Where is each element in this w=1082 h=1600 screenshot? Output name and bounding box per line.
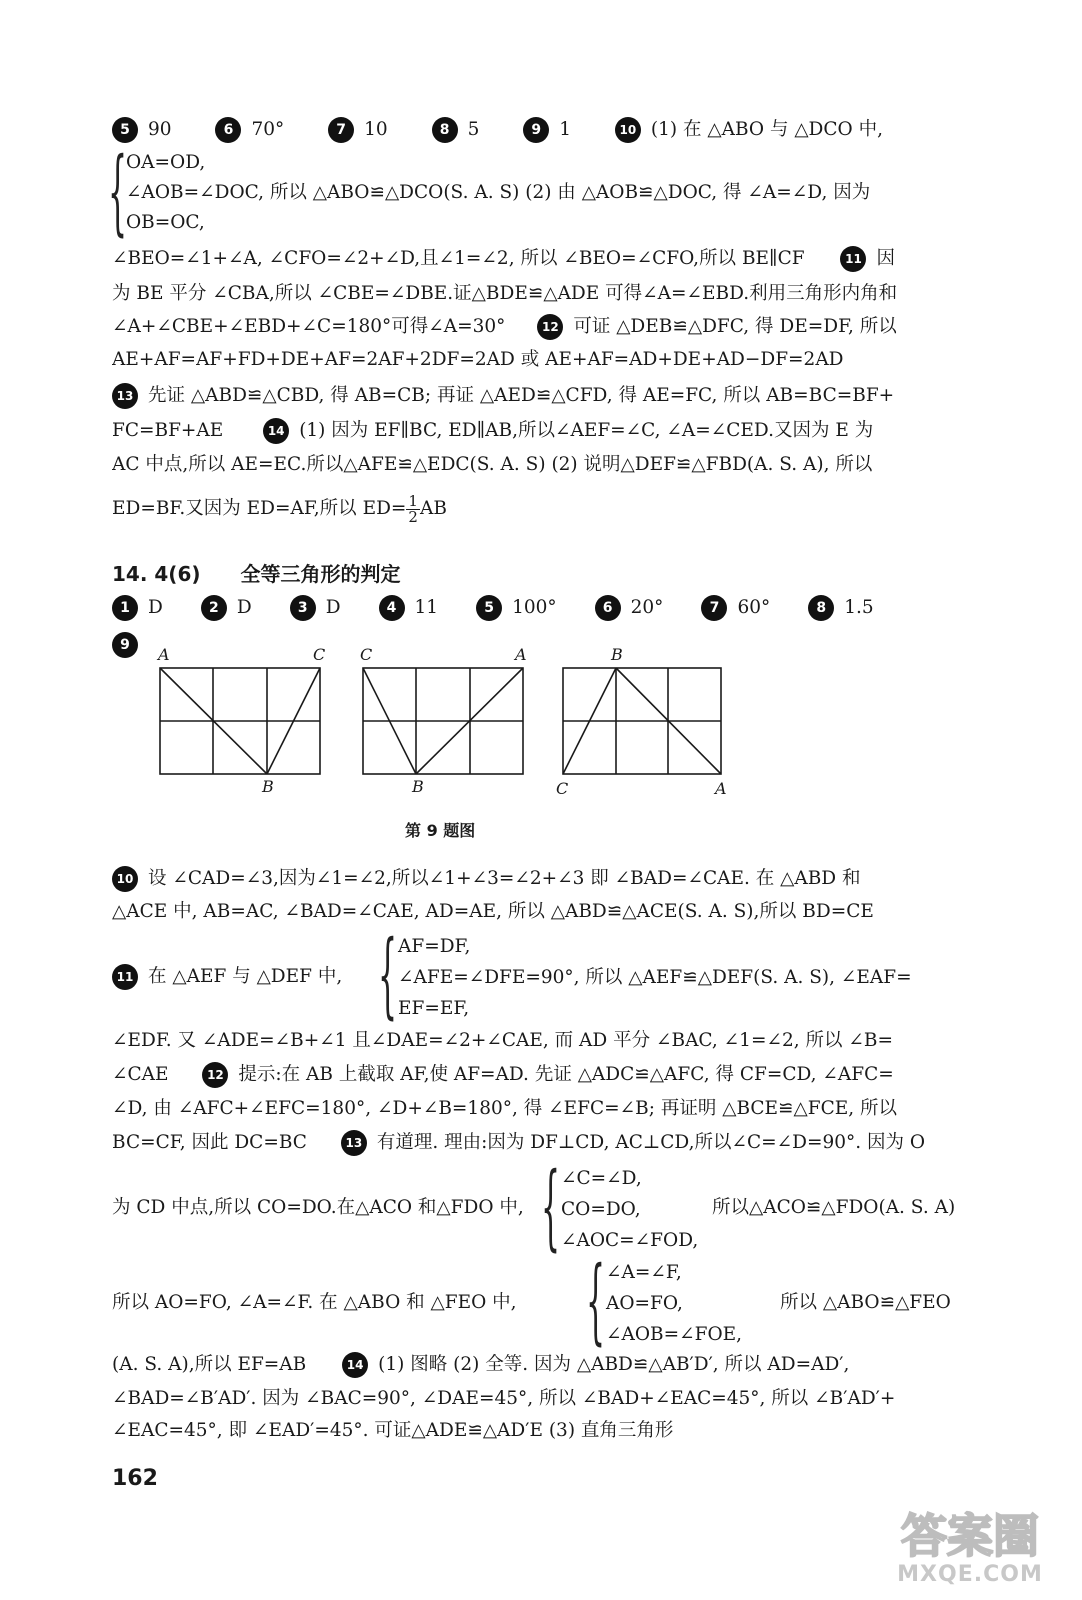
answer-text: ∠D, 由 ∠AFC+∠EFC=180°, ∠D+∠B=180°, 得 ∠EFC=∠B; 再证明 △BCE≌△FCE, 所以: [112, 1098, 898, 1119]
answer-line: [780, 1290, 980, 1316]
left-brace: {: [541, 1155, 561, 1264]
answer-text: D: [236, 597, 252, 618]
answer-line: [112, 246, 982, 272]
question-number: 14: [342, 1352, 368, 1378]
question-number: 12: [537, 314, 563, 340]
answer-line: [112, 1062, 982, 1088]
vertex-label: A: [515, 645, 527, 664]
vertex-label: C: [556, 779, 569, 798]
question-number: 4: [379, 595, 405, 621]
answer-line: [112, 866, 982, 892]
question-number: 14: [263, 418, 289, 444]
left-brace: {: [378, 923, 398, 1032]
section-number: 14. 4(6): [112, 562, 201, 586]
question-number: 1: [112, 595, 138, 621]
answer-text: 为 BE 平分 ∠CBA,所以 ∠CBE=∠DBE.证△BDE≌△ADE 可得∠A=∠EBD.利用三角形内角和: [112, 283, 898, 304]
question-number: 7: [701, 595, 727, 621]
answer-line: [112, 314, 982, 340]
answer-line: [112, 117, 982, 143]
condition-line: OA=OD,: [126, 152, 206, 173]
vertex-label: C: [360, 645, 373, 664]
answer-line: [112, 1028, 982, 1054]
answer-text: D: [325, 597, 341, 618]
answer-text: 11: [414, 597, 439, 618]
condition-line: ∠AFE=∠DFE=90°, 所以 △AEF≌△DEF(S. A. S), ∠EAF=: [398, 967, 912, 988]
vertex-label: A: [158, 645, 170, 664]
answer-text: 为 CD 中点,所以 CO=DO.在△ACO 和△FDO 中,: [112, 1197, 524, 1218]
condition-line: AF=DF,: [398, 936, 471, 957]
answer-text: (A. S. A),所以 EF=AB: [112, 1354, 307, 1375]
question-number: 8: [808, 595, 834, 621]
watermark-logo: [870, 1500, 1070, 1564]
vertex-label: B: [412, 777, 424, 796]
answer-text: △ACE 中, AB=AC, ∠BAD=∠CAE, AD=AE, 所以 △ABD≌△ACE(S. A. S),所以 BD=CE: [112, 901, 874, 922]
question-number: 9: [112, 632, 138, 658]
condition-line: AO=FO,: [606, 1293, 683, 1314]
page-number: 162: [112, 1466, 158, 1491]
condition-line: ∠C=∠D,: [561, 1168, 642, 1189]
answer-text: (1) 因为 EF∥BC, ED∥AB,所以∠AEF=∠C, ∠A=∠CED.又因为 E 为: [299, 420, 874, 441]
answer-text: 1.5: [844, 597, 874, 618]
answer-text: ∠EDF. 又 ∠ADE=∠B+∠1 且∠DAE=∠2+∠CAE, 而 AD 平分 ∠BAC, ∠1=∠2, 所以 ∠B=: [112, 1030, 893, 1051]
answer-text: AC 中点,所以 AE=EC.所以△AFE≌△EDC(S. A. S) (2) 说明△DEF≌△FBD(A. S. A), 所以: [112, 454, 873, 475]
watermark: [870, 1500, 1070, 1595]
answer-line: [112, 1096, 982, 1122]
watermark-logo-text: 答案圈: [901, 1509, 1039, 1563]
question-number: 12: [202, 1062, 228, 1088]
answer-text: 10: [364, 119, 388, 140]
section-heading: [112, 558, 401, 587]
answer-text: ∠CAE: [112, 1064, 169, 1085]
answer-text: ∠EAC=45°, 即 ∠EAD′=45°. 可证△ADE≌△AD′E (3) 直角三角形: [112, 1420, 674, 1441]
question-number: 6: [215, 117, 241, 143]
answer-text: 先证 △ABD≌△CBD, 得 AB=CB; 再证 △AED≌△CFD, 得 AE=FC, 所以 AB=BC=BF+: [148, 385, 895, 406]
answer-text: 1: [559, 119, 572, 140]
answer-text: ∠BAD=∠B′AD′. 因为 ∠BAC=90°, ∠DAE=45°, 所以 ∠BAD+∠EAC=45°, 所以 ∠B′AD′+: [112, 1388, 896, 1409]
answer-text: 所以 △ABO≌△FEO: [780, 1292, 951, 1313]
figure-9: [150, 640, 750, 800]
question-number: 3: [290, 595, 316, 621]
left-brace: {: [108, 140, 128, 249]
vertex-label: C: [313, 645, 326, 664]
condition-line: EF=EF,: [398, 998, 470, 1019]
condition-line: ∠AOB=∠DOC, 所以 △ABO≌△DCO(S. A. S) (2) 由 △AOB≌△DOC, 得 ∠A=∠D, 因为: [126, 182, 871, 203]
section-title: 全等三角形的判定: [240, 562, 401, 586]
answer-text: 70°: [251, 119, 285, 140]
answer-line: [112, 281, 982, 307]
figure-caption: 第 9 题图: [405, 821, 476, 840]
answer-line: [112, 1352, 982, 1378]
answer-text: ED=BF.又因为 ED=AF,所以 ED=: [112, 498, 407, 519]
answer-text: 100°: [512, 597, 557, 618]
answer-line: [112, 452, 982, 478]
answer-line: [112, 418, 982, 444]
question-number: 9: [523, 117, 549, 143]
answer-text: ∠A+∠CBE+∠EBD+∠C=180°可得∠A=30°: [112, 316, 506, 337]
question-number: 5: [112, 117, 138, 143]
answer-text: BC=CF, 因此 DC=BC: [112, 1132, 307, 1153]
question-number: 7: [328, 117, 354, 143]
answer-text: 60°: [737, 597, 771, 618]
question-number: 8: [432, 117, 458, 143]
answer-text: (1) 在 △ABO 与 △DCO 中,: [650, 119, 883, 140]
answer-text: ∠BEO=∠1+∠A, ∠CFO=∠2+∠D,且∠1=∠2, 所以 ∠BEO=∠CFO,所以 BE∥CF: [112, 248, 805, 269]
vertex-label: B: [262, 777, 274, 796]
short-answers-row: [112, 595, 982, 621]
answer-line: [112, 492, 982, 526]
question-number: 10: [112, 866, 138, 892]
left-brace: {: [586, 1249, 606, 1358]
answer-text: 设 ∠CAD=∠3,因为∠1=∠2,所以∠1+∠3=∠2+∠3 即 ∠BAD=∠CAE. 在 △ABD 和: [148, 868, 861, 889]
answer-line: [112, 383, 982, 409]
condition-line: CO=DO,: [561, 1199, 641, 1220]
answer-text: 所以 AO=FO, ∠A=∠F. 在 △ABO 和 △FEO 中,: [112, 1292, 517, 1313]
answer-text: AE+AF=AF+FD+DE+AF=2AF+2DF=2AD 或 AE+AF=AD+DE+AD−DF=2AD: [112, 349, 844, 370]
condition-line: ∠A=∠F,: [606, 1262, 682, 1283]
question-number: 5: [476, 595, 502, 621]
question-number: 11: [112, 964, 138, 990]
answer-text: FC=BF+AE: [112, 420, 224, 441]
answer-text: AB: [419, 498, 447, 519]
question-number: 10: [615, 117, 641, 143]
answer-text: 90: [148, 119, 172, 140]
answer-line: [112, 1130, 982, 1156]
condition-line: OB=OC,: [126, 212, 205, 233]
question-number: 2: [201, 595, 227, 621]
condition-line: ∠AOC=∠FOD,: [561, 1230, 699, 1251]
answer-line: [112, 899, 982, 925]
answer-text: 可证 △DEB≌△DFC, 得 DE=DF, 所以: [573, 316, 897, 337]
answer-text: 有道理. 理由:因为 DF⊥CD, AC⊥CD,所以∠C=∠D=90°. 因为 O: [376, 1132, 926, 1153]
answer-text: 5: [467, 119, 480, 140]
fraction: $\frac{1}{2}$: [408, 492, 418, 526]
answer-text: 在 △AEF 与 △DEF 中,: [148, 966, 343, 987]
question-number: 13: [112, 383, 138, 409]
vertex-label: B: [611, 645, 623, 664]
question-number: 6: [595, 595, 621, 621]
answer-line: [112, 347, 982, 373]
answer-text: D: [148, 597, 163, 618]
answer-line: [712, 1195, 982, 1221]
question-number: 13: [341, 1130, 367, 1156]
answer-text: 提示:在 AB 上截取 AF,使 AF=AD. 先证 △ADC≌△AFC, 得 CF=CD, ∠AFC=: [238, 1064, 894, 1085]
answer-text: (1) 图略 (2) 全等. 因为 △ABD≌△AB′D′, 所以 AD=AD′,: [378, 1354, 850, 1375]
answer-text: 20°: [630, 597, 664, 618]
answer-line: [112, 1386, 982, 1412]
answer-text: 因: [876, 248, 895, 269]
question-number: 11: [840, 246, 866, 272]
answer-text: 所以△ACO≌△FDO(A. S. A): [712, 1197, 956, 1218]
answer-line: [112, 1418, 982, 1444]
condition-line: ∠AOB=∠FOE,: [606, 1324, 743, 1345]
watermark-site: MXQE.COM: [897, 1562, 1043, 1587]
vertex-label: A: [715, 779, 727, 798]
